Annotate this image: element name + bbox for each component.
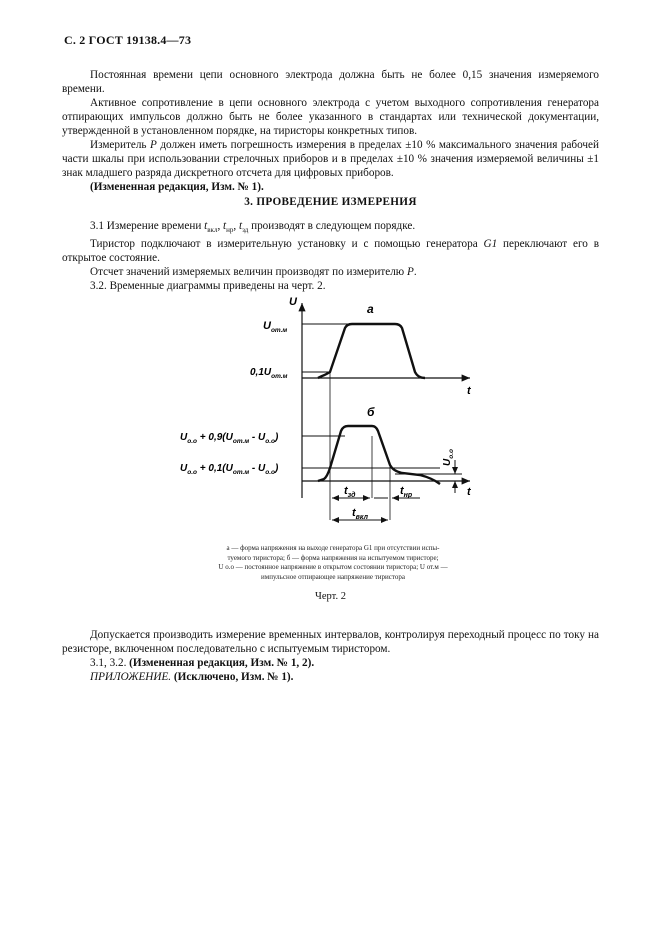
tvkl-label: $t_{вкл}$ <box>352 507 368 521</box>
level-01b-label: $U_{о.о} + 0,1(U_{от.м} - U_{о.о})$ <box>180 463 279 476</box>
figure-caption: а — форма напряжения на выходе генератора G1 при отсутствии испы- туемого тиристора; б — форма напряжения на испытуемом тиристоре; U о.о — постоянное напряжение в открытом состоянии тиристора; U от.м — импульсное отпирающее напряжение тиристора <box>218 544 448 581</box>
paragraph-current-control: Допускается производить измерение временных интервалов, контролируя переходный процесс по току на резисторе, включенном последовательно с испытуемым тиристором. <box>62 629 599 655</box>
paragraph-time-constant: Постоянная времени цепи основного электрода должна быть не более 0,15 значения измеряемого времени. <box>62 69 599 95</box>
pulse-a <box>318 324 425 378</box>
figure-label: Черт. 2 <box>315 591 346 602</box>
axis-t-label-a: t <box>467 385 471 397</box>
pulse-b <box>318 426 440 484</box>
measure-block <box>62 219 599 293</box>
uoo-label: $U_{о.о}$ <box>442 449 455 466</box>
level-ustm-label: $U_{от.м}$ <box>263 320 288 334</box>
paragraph-measure-order: 3.1 Измерение времени $t_{вкл}$, $t_{нр}$, $t_{зд}$ производят в следующем порядке. <box>90 220 416 235</box>
paragraph-readout: Отсчет значений измеряемых величин производят по измерителю Р. <box>90 266 417 279</box>
diagram-a-label: а <box>367 302 374 316</box>
edition-note-2: 3.1, 3.2. (Измененная редакция, Изм. № 1, 2). <box>90 657 315 669</box>
level-01-label: $0,1U_{от.м}$ <box>250 367 288 380</box>
axis-t-label-b: t <box>467 486 471 498</box>
paragraph-connect-thyristor: Тиристор подключают в измерительную установку и с помощью генератора G1 переключают его в открытое состояние. <box>62 238 599 265</box>
outro-block <box>62 628 599 684</box>
paragraph-diagrams: 3.2. Временные диаграммы приведены на черт. 2. <box>90 280 326 293</box>
tzd-label: $t_{зд}$ <box>344 485 356 499</box>
edition-note: (Измененная редакция, Изм. № 1). <box>90 181 264 193</box>
intro-block <box>62 68 599 194</box>
paragraph-meter-accuracy: Измеритель Р должен иметь погрешность измерения в пределах ±10 % максимального значения рабочей части шкалы при использовании стрелочных приборов и в пределах ±10 % значения измеряемой величины ±1 знак младшего разряда дискретного отсчета для цифровых приборов. <box>62 139 599 179</box>
axis-u-label: U <box>289 296 297 308</box>
appendix-note: ПРИЛОЖЕНИЕ. (Исключено, Изм. № 1). <box>90 671 294 683</box>
page-header: С. 2 ГОСТ 19138.4—73 <box>64 33 192 47</box>
level-09-label: $U_{о.о} + 0,9(U_{от.м} - U_{о.о})$ <box>180 432 279 445</box>
diagram-b-label: б <box>367 405 375 419</box>
section-title: 3. ПРОВЕДЕНИЕ ИЗМЕРЕНИЯ <box>244 196 417 208</box>
paragraph-active-resistance: Активное сопротивление в цепи основного электрода с учетом выходного сопротивления генератора отпирающих импульсов должно быть не более указанного в стандартах или технической документации, утвержденной в установленном порядке, на тиристоры конкретных типов. <box>62 97 599 137</box>
timing-diagram <box>0 288 661 548</box>
tnr-label: $t_{нр}$ <box>400 485 413 499</box>
